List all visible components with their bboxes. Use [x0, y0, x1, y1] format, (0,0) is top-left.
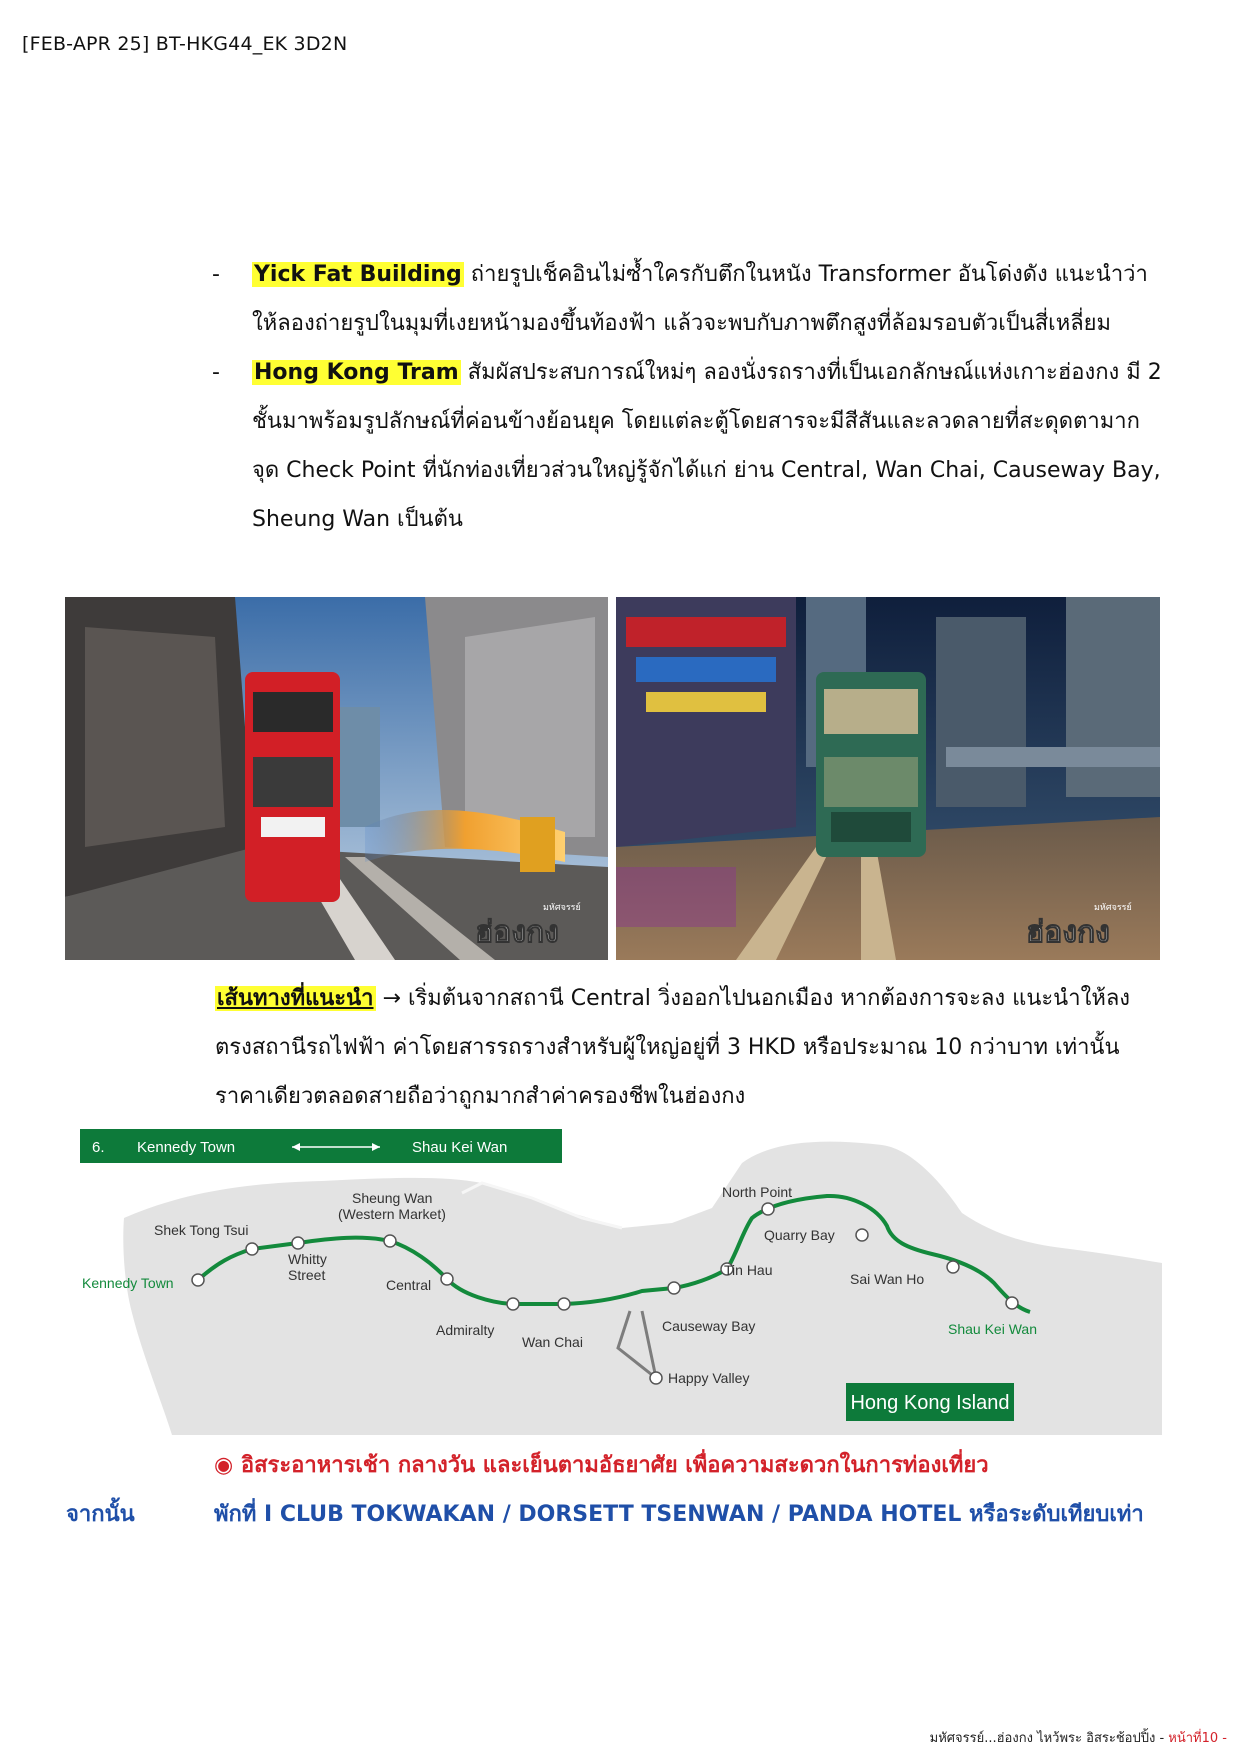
station-label: Wan Chai: [522, 1334, 583, 1350]
station-dot: [192, 1274, 204, 1286]
attraction-list: [212, 250, 1162, 544]
route-number: 6.: [92, 1139, 105, 1156]
station-label: Sai Wan Ho: [850, 1271, 925, 1287]
route-heading: เส้นทางที่แนะนำ: [217, 986, 374, 1011]
station-label: Street: [288, 1267, 326, 1283]
station-dot: [947, 1261, 959, 1273]
bullet-dash: -: [212, 360, 220, 385]
station-dot: [668, 1282, 680, 1294]
document-code: [FEB-APR 25] BT-HKG44_EK 3D2N: [22, 33, 348, 55]
route-description: เริ่มต้นจากสถานี Central วิ่งออกไปนอกเมือง หากต้องการจะลง แนะนำให้ลงตรงสถานีรถไฟฟ้า ค่าโดยสารรถรางสำหรับผู้ใหญ่อยู่ที่ 3 HKD หรือประมาณ 10 กว่าบาท เท่านั้น ราคาเดียวตลอดสายถือว่าถูกมากสำค่าครองชีพในฮ่องกง: [215, 986, 1131, 1109]
route-from: Kennedy Town: [137, 1139, 236, 1156]
bullet-dash: -: [212, 262, 220, 287]
page-number: หน้าที่10 -: [1168, 1731, 1227, 1746]
station-label: Central: [386, 1277, 432, 1293]
bullet-text: [252, 250, 1162, 348]
page-footer: [930, 1727, 1227, 1748]
station-label: Quarry Bay: [764, 1227, 835, 1243]
highlight-hk-tram: Hong Kong Tram: [254, 360, 459, 385]
photo-watermark-big: ฮ่องกง: [1026, 915, 1110, 950]
hotel-info: พักที่ I CLUB TOKWAKAN / DORSETT TSENWAN / PANDA HOTEL หรือระดับเทียบเท่า: [214, 1502, 1144, 1527]
station-dot: [1006, 1297, 1018, 1309]
meal-note: [214, 1447, 989, 1482]
meal-icon: ◉: [214, 1453, 234, 1478]
station-label: Kennedy Town: [82, 1275, 174, 1291]
station-label: Tin Hau: [724, 1262, 773, 1278]
station-dot: [384, 1235, 396, 1247]
route-arrow: →: [382, 986, 401, 1011]
photo-watermark-big: ฮ่องกง: [475, 915, 559, 950]
station-dot: [558, 1298, 570, 1310]
station-dot: [856, 1229, 868, 1241]
tram-photo-night: [616, 597, 1160, 960]
hotel-label: จากนั้น: [66, 1502, 135, 1527]
station-label: North Point: [722, 1184, 793, 1200]
station-dot: [292, 1237, 304, 1249]
highlight-yick-fat: Yick Fat Building: [254, 262, 462, 287]
station-dot: [650, 1372, 662, 1384]
station-label: (Western Market): [338, 1206, 446, 1222]
hk-tram-description: สัมผัสประสบการณ์ใหม่ๆ ลองนั่งรถรางที่เป็นเอกลักษณ์แห่งเกาะฮ่องกง มี 2 ชั้นมาพร้อมรูปลักษณ์ที่ค่อนข้างย้อนยุค โดยแต่ละตู้โดยสารจะมีสีสันและลวดลายที่สะดุดตามาก จุด Check Point ที่นักท่องเที่ยวส่วนใหญ่รู้จักได้แก่ ย่าน Central, Wan Chai, Causeway Bay, Sheung Wan เป็นต้น: [252, 360, 1162, 532]
yick-fat-description: ถ่ายรูปเช็คอินไม่ซ้ำใครกับตึกในหนัง Transformer อันโด่งดัง แนะนำว่าให้ลองถ่ายรูปในมุมที่เงยหน้ามองขึ้นท้องฟ้า แล้วจะพบกับภาพตึกสูงที่ล้อมรอบตัวเป็นสี่เหลี่ยม: [252, 262, 1148, 336]
station-dot: [762, 1203, 774, 1215]
meal-text: อิสระอาหารเช้า กลางวัน และเย็นตามอัธยาศัย เพื่อความสะดวกในการท่องเที่ยว: [240, 1453, 989, 1478]
tram-route-map: [62, 1123, 1162, 1435]
station-dot: [441, 1273, 453, 1285]
footer-text: มหัศจรรย์...ฮ่องกง ไหว้พระ อิสระช้อปปิ้ง -: [929, 1731, 1169, 1746]
bullet-text: [252, 348, 1162, 544]
photo-watermark-small: มหัศจรรย์: [1094, 903, 1132, 913]
station-label: Happy Valley: [668, 1370, 750, 1386]
station-dot: [507, 1298, 519, 1310]
station-label: Sheung Wan: [352, 1190, 433, 1206]
station-label: Shek Tong Tsui: [154, 1222, 249, 1238]
list-item: [212, 250, 1162, 348]
station-label: Admiralty: [436, 1322, 495, 1338]
photo-watermark-small: มหัศจรรย์: [543, 903, 581, 913]
recommended-route: [215, 974, 1161, 1121]
route-to: Shau Kei Wan: [412, 1139, 508, 1156]
station-label: Whitty: [288, 1251, 327, 1267]
tram-photo-red: [65, 597, 608, 960]
island-label: Hong Kong Island: [850, 1392, 1010, 1414]
station-label: Shau Kei Wan: [948, 1321, 1037, 1337]
station-label: Causeway Bay: [662, 1318, 756, 1334]
station-dot: [246, 1243, 258, 1255]
list-item: [212, 348, 1162, 544]
